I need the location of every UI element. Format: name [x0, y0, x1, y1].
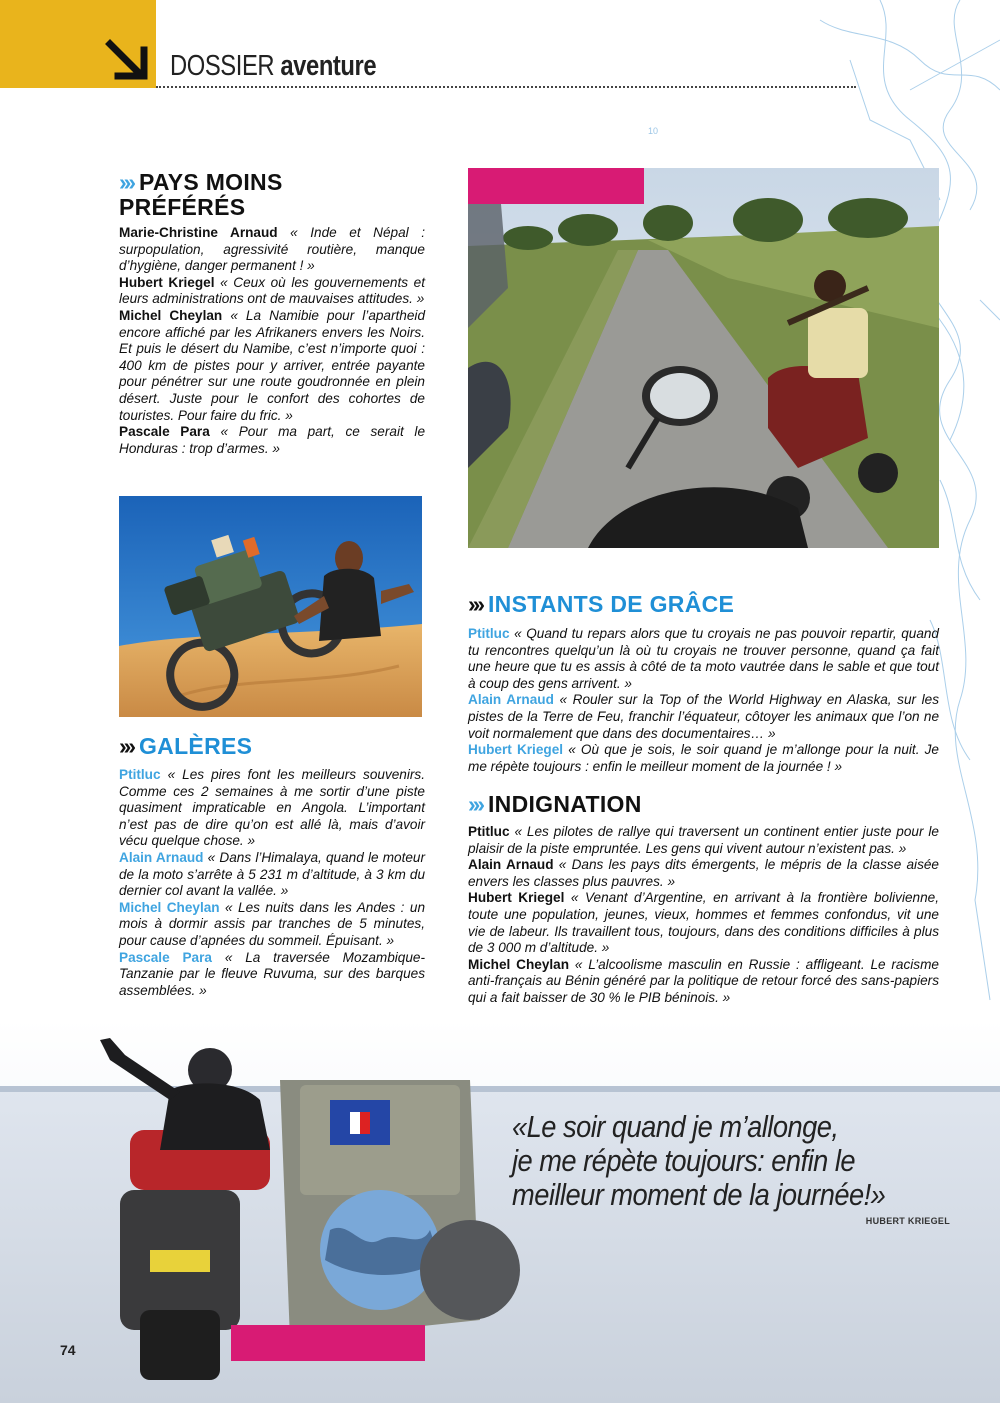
entry: Michel Cheylan « Les nuits dans les Andes : un mois à dormir assis par tranches de 5 minutes, pour cause d’apnées du sommeil. Épuisant. »: [119, 899, 426, 948]
entry: Ptitluc « Quand tu repars alors que tu croyais ne pas pouvoir repartir, quand tu rencontres quelqu’un là où tu croyais ne trouver personne, quand ça fait une heure que tu es assis à côté de ta moto vautrée dans le sable et que tout à coup des gens arrivent. »: [468, 626, 939, 691]
entry: Ptitluc « Les pires font les meilleurs souvenirs. Comme ces 2 semaines à me sortir d’une piste quasiment impraticable en Angola. L’important n’est pas de dire qu’on est allé là, mais d’avoir vécu quelque chose. »: [119, 767, 425, 849]
text-instants-de-grace: [468, 626, 939, 775]
heading-indignation: ››› INDIGNATION: [468, 791, 642, 817]
header-rule: [156, 86, 856, 88]
photo-road-scooter: [468, 168, 939, 548]
text-galeres: [119, 767, 425, 999]
text-indignation: [468, 824, 939, 1007]
heading-pays-moins-preferes: ››› PAYS MOINS PRÉFÉRÉS: [119, 169, 283, 220]
heading-instants-de-grace: ››› INSTANTS DE GRÂCE: [468, 591, 735, 617]
entry: Hubert Kriegel « Où que je sois, le soir quand je m’allonge pour la nuit. Je me répète toujours : enfin le meilleur moment de la journée ! »: [468, 742, 939, 774]
entry: Ptitluc « Les pilotes de rallye qui traversent un continent entier juste pour le plaisir de la piste empruntée. Les gens qui vivent autour n’existent pas. »: [468, 824, 939, 856]
text-pays-moins-preferes: [119, 225, 425, 457]
entry: Marie-Christine Arnaud « Inde et Népal : surpopulation, agressivité routière, manque d’hygiène, danger permanent ! »: [119, 225, 425, 274]
arrow-down-right-icon: [104, 36, 152, 84]
heading-galeres: ››› GALÈRES: [119, 733, 253, 759]
entry: Alain Arnaud « Dans les pays dits émergents, le mépris de la classe aisée envers les classes plus pauvres. »: [468, 857, 939, 889]
entry: Michel Cheylan « La Namibie pour l’apartheid encore affiché par les Afrikaners envers les Noirs. Et puis le désert du Namibe, c’est n’importe quoi : 400 km de pistes pour y arriver, entrée payante pour pénétrer sur une route goudronnée en plein désert. Juste pour le confort des cohortes de touristes. Pour faire du fric. »: [119, 307, 425, 423]
entry: Alain Arnaud « Dans l’Himalaya, quand le moteur de la moto s’arrête à 5 231 m d’altitude, à 3 km du dernier col avant la vallée. »: [119, 849, 426, 899]
entry: Alain Arnaud « Rouler sur la Top of the World Highway en Alaska, sur les pistes de la Terre de Feu, franchir l’équateur, côtoyer les animaux que l’on ne voit normalement que dans des documentaires… »: [468, 692, 939, 741]
chevron-icon: ›››: [119, 733, 133, 759]
entry: Pascale Para « Pour ma part, ce serait le Honduras : trop d’armes. »: [119, 424, 425, 456]
entry: Hubert Kriegel « Ceux où les gouvernements et leurs administrations ont de mauvaises attitudes. »: [119, 274, 425, 307]
entry: Hubert Kriegel « Venant d’Argentine, en arrivant à la frontière bolivienne, toute une population, jeunes, vieux, hommes et femmes confondus, vit une vie de labeur. Ils travaillent tous, toujours, dans des conditions difficiles à plus de 3 000 m d’altitude. »: [468, 890, 939, 956]
entry: Pascale Para « La traversée Mozambique-Tanzanie par le fleuve Ruvuma, sur des barques assemblées. »: [119, 949, 426, 998]
dossier-title: DOSSIER aventure: [170, 50, 377, 82]
chevron-icon: ›››: [468, 791, 482, 817]
chevron-icon: ›››: [468, 591, 482, 617]
chevron-icon: ›››: [119, 169, 133, 195]
photo-motorcycle-sand: [119, 496, 422, 717]
pull-quote-author: HUBERT KRIEGEL: [865, 1216, 950, 1226]
page-number: 74: [60, 1342, 76, 1358]
entry: Michel Cheylan « L’alcoolisme masculin en Russie : affligeant. Le racisme anti-français au Bénin généré par la politique de retour forcé des sans-papiers qui a fait baisser de 30 % le PIB béninois. »: [468, 956, 939, 1005]
map-label-10: 10: [648, 126, 659, 136]
pull-quote: «Le soir quand je m’allonge, je me répète toujours: enfin le meilleur moment de la journée!»: [512, 1109, 886, 1212]
